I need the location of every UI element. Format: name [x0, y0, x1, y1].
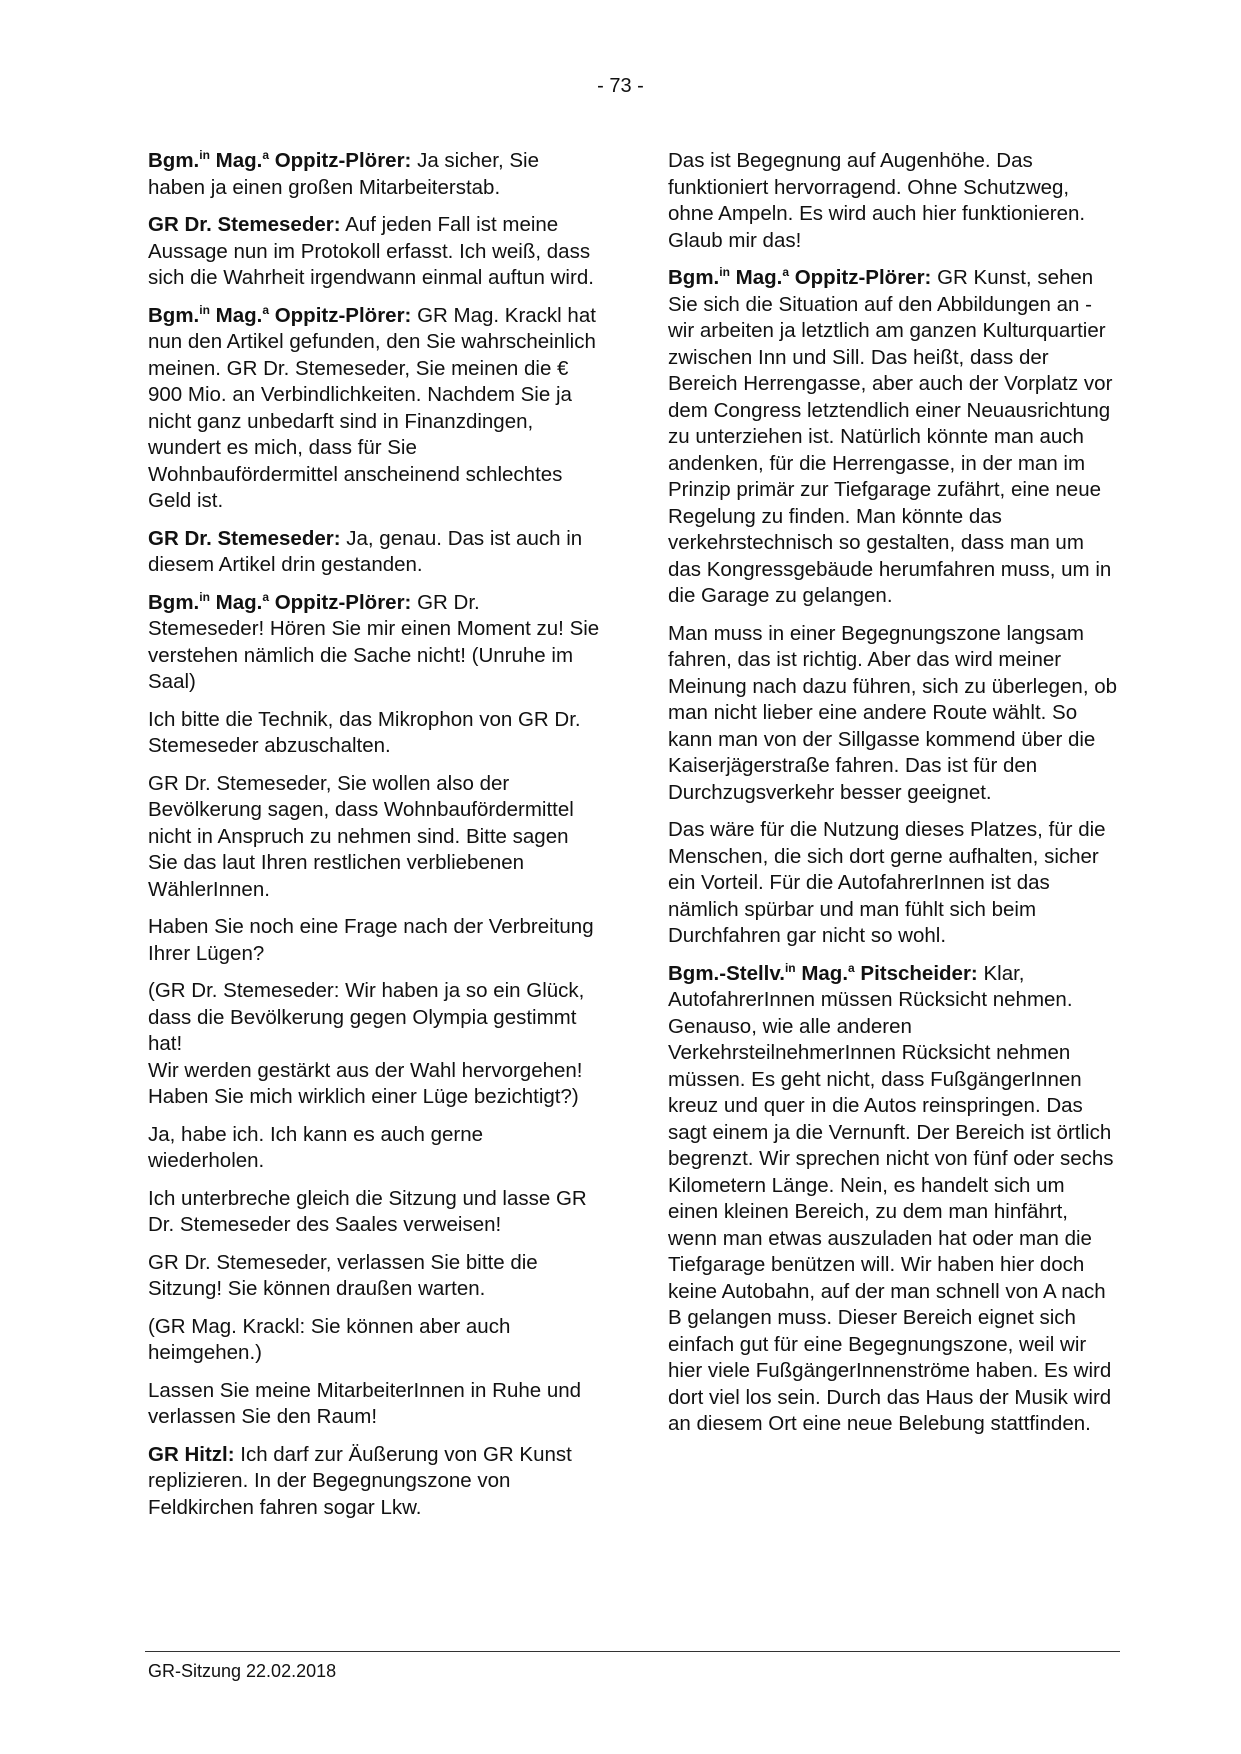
- speaker-title: GR Hitzl:: [148, 1442, 235, 1466]
- paragraph: [148, 707, 600, 760]
- speaker-title-suffix: a: [262, 589, 270, 604]
- paragraph: [148, 212, 600, 292]
- paragraph-text: GR Dr. Stemeseder, verlassen Sie bitte die Sitzung! Sie können draußen warten.: [148, 1250, 538, 1300]
- speaker-surname: Oppitz-Plörer:: [269, 303, 412, 327]
- paragraph: [148, 978, 600, 1111]
- speaker-surname: Oppitz-Plörer:: [269, 149, 412, 172]
- speaker-title: GR Dr. Stemeseder:: [148, 526, 341, 550]
- paragraph-text: GR Dr. Stemeseder, Sie wollen also der Bevölkerung sagen, dass Wohnbaufördermittel nicht in Anspruch zu nehmen sind. Bitte sagen Sie das laut Ihren restlichen verbliebenen WählerInnen.: [148, 771, 574, 901]
- page-number: - 73 -: [597, 75, 644, 97]
- paragraph-text: Ja, habe ich. Ich kann es auch gerne wiederholen.: [148, 1122, 484, 1172]
- speaker-name: [148, 149, 411, 172]
- paragraph-text: Ja sicher, Sie haben ja einen großen Mitarbeiterstab.: [148, 149, 539, 199]
- paragraph: [148, 1442, 600, 1522]
- paragraph-text: GR Mag. Krackl hat nun den Artikel gefunden, den Sie wahrscheinlich meinen. GR Dr. Stemeseder, Sie meinen die € 900 Mio. an Verbindlichkeiten. Nachdem Sie ja nicht ganz unbedarft sind in Finanzdingen, wundert es mich, dass für Sie Wohnbaufördermittel anscheinend schlechtes Geld ist.: [148, 303, 596, 512]
- paragraph: [148, 1186, 600, 1239]
- speaker-surname: Oppitz-Plörer:: [789, 266, 932, 289]
- paragraph-text: Auf jeden Fall ist meine Aussage nun im Protokoll erfasst. Ich weiß, dass sich die Wahrheit irgendwann einmal auftun wird.: [148, 213, 594, 289]
- speaker-surname: Pitscheider:: [854, 961, 978, 985]
- paragraph: [668, 621, 1120, 807]
- footer-divider: [145, 1651, 1120, 1652]
- paragraph-text: (GR Mag. Krackl: Sie können aber auch heimgehen.): [148, 1314, 511, 1364]
- footer-session-date: GR-Sitzung 22.02.2018: [148, 1661, 337, 1681]
- speaker-name: [668, 962, 978, 985]
- paragraph-text: Das wäre für die Nutzung dieses Platzes, für die Menschen, die sich dort gerne aufhalten, sicher ein Vorteil. Für die AutofahrerInnen ist das nämlich spürbar und man fühlt sich beim Durchfahren gar nicht so wohl.: [668, 818, 1106, 947]
- paragraph: [148, 526, 600, 579]
- speaker-title: Bgm.: [668, 266, 720, 289]
- paragraph: [148, 303, 600, 515]
- paragraph: [148, 914, 600, 967]
- speaker-title-mid: Mag.: [209, 590, 263, 614]
- paragraph-line: (GR Dr. Stemeseder: Wir haben ja so ein Glück, dass die Bevölkerung gegen Olympia gestimmt hat!: [148, 979, 585, 1055]
- paragraph-line: Wir werden gestärkt aus der Wahl hervorgehen!: [148, 1058, 583, 1082]
- speaker-title: Bgm.-Stellv.: [668, 961, 785, 985]
- speaker-name: [148, 1443, 235, 1466]
- paragraph-text: Haben Sie noch eine Frage nach der Verbreitung Ihrer Lügen?: [148, 915, 594, 965]
- paragraph: [668, 817, 1120, 950]
- speaker-title-suffix: a: [848, 960, 855, 975]
- speaker-title: Bgm.: [148, 590, 200, 614]
- paragraph-text: Lassen Sie meine MitarbeiterInnen in Ruhe und verlassen Sie den Raum!: [148, 1378, 582, 1428]
- speaker-name: [148, 527, 341, 550]
- speaker-title-suffix: in: [719, 265, 730, 279]
- paragraph-text: Das ist Begegnung auf Augenhöhe. Das funktioniert hervorragend. Ohne Schutzweg, ohne Ampeln. Es wird auch hier funktionieren. Glaub mir das!: [668, 149, 1086, 252]
- speaker-title: Bgm.: [148, 149, 200, 172]
- right-column: [668, 148, 1120, 1449]
- paragraph: [148, 590, 600, 696]
- paragraph-text: Ja, genau. Das ist auch in diesem Artikel drin gestanden.: [148, 526, 583, 576]
- speaker-title-mid: Mag.: [795, 961, 849, 985]
- speaker-title-suffix: a: [262, 302, 270, 317]
- paragraph-text: Ich unterbreche gleich die Sitzung und lasse GR Dr. Stemeseder des Saales verweisen!: [148, 1186, 587, 1236]
- paragraph-text: Man muss in einer Begegnungszone langsam fahren, das ist richtig. Aber das wird meiner Meinung nach dazu führen, sich zu überlegen, ob man nicht lieber eine andere Route wählt. So kann man von der Sillgasse kommend über die Kaiserjägerstraße fahren. Das ist für den Durchzugsverkehr besser geeignet.: [668, 621, 1118, 804]
- speaker-title-mid: Mag.: [729, 266, 783, 289]
- paragraph-text: Klar, AutofahrerInnen müssen Rücksicht nehmen. Genauso, wie alle anderen VerkehrsteilnehmerInnen Rücksicht nehmen müssen. Es geht nicht, dass FußgängerInnen kreuz und quer in die Autos reinspringen. Das sagt einem ja die Vernunft. Der Bereich ist örtlich begrenzt. Wir sprechen nicht von fünf oder sechs Kilometern Länge. Nein, es handelt sich um einen kleinen Bereich, zu dem man hinfährt, wenn man etwas auszuladen hat oder man die Tiefgarage benützen will. Wir haben hier doch keine Autobahn, auf der man schnell von A nach B gelangen muss. Dieser Bereich eignet sich einfach gut für eine Begegnungszone, weil wir hier viele FußgängerInnenströme haben. Es wird dort viel los sein. Durch das Haus der Musik wird an diesem Ort eine neue Belebung stattfinden.: [668, 961, 1114, 1435]
- speaker-title-suffix: a: [262, 148, 270, 162]
- paragraph-line: Haben Sie mich wirklich einer Lüge bezichtigt?): [148, 1085, 579, 1108]
- paragraph-text: Ich bitte die Technik, das Mikrophon von GR Dr. Stemeseder abzuschalten.: [148, 707, 581, 757]
- paragraph: [668, 265, 1120, 610]
- speaker-name: [148, 304, 411, 327]
- paragraph: [148, 1250, 600, 1303]
- paragraph-text: GR Dr. Stemeseder! Hören Sie mir einen Moment zu! Sie verstehen nämlich die Sache nicht! (Unruhe im Saal): [148, 590, 600, 693]
- paragraph-text: GR Kunst, sehen Sie sich die Situation auf den Abbildungen an - wir arbeiten ja letztlich am ganzen Kulturquartier zwischen Inn und Sill. Das heißt, dass der Bereich Herrengasse, aber auch der Vorplatz vor dem Congress letztendlich einer Neuausrichtung zu unterziehen ist. Natürlich könnte man auch andenken, für die Herrengasse, in der man im Prinzip primär zur Tiefgarage zufährt, eine neue Regelung zu finden. Man könnte das verkehrstechnisch so gestalten, dass man um das Kongressgebäude herumfahren muss, um in die Garage zu gelangen.: [668, 266, 1113, 607]
- speaker-title-suffix: in: [199, 302, 210, 317]
- paragraph: [668, 961, 1120, 1438]
- paragraph: [148, 1314, 600, 1367]
- paragraph-text: Ich darf zur Äußerung von GR Kunst replizieren. In der Begegnungszone von Feldkirchen fahren sogar Lkw.: [148, 1442, 572, 1519]
- speaker-title-suffix: in: [199, 148, 210, 162]
- speaker-title-mid: Mag.: [209, 303, 263, 327]
- paragraph: [148, 1378, 600, 1431]
- speaker-name: [148, 213, 341, 236]
- left-column: [148, 148, 600, 1532]
- paragraph: [148, 148, 600, 201]
- speaker-title-mid: Mag.: [209, 149, 263, 172]
- paragraph: [148, 771, 600, 904]
- speaker-name: [148, 591, 411, 614]
- speaker-surname: Oppitz-Plörer:: [269, 590, 412, 614]
- speaker-title: GR Dr. Stemeseder:: [148, 213, 341, 236]
- speaker-name: [668, 266, 931, 289]
- speaker-title-suffix: in: [784, 960, 796, 975]
- paragraph: [668, 148, 1120, 254]
- speaker-title: Bgm.: [148, 303, 200, 327]
- speaker-title-suffix: a: [782, 265, 790, 279]
- paragraph: [148, 1122, 600, 1175]
- speaker-title-suffix: in: [199, 589, 210, 604]
